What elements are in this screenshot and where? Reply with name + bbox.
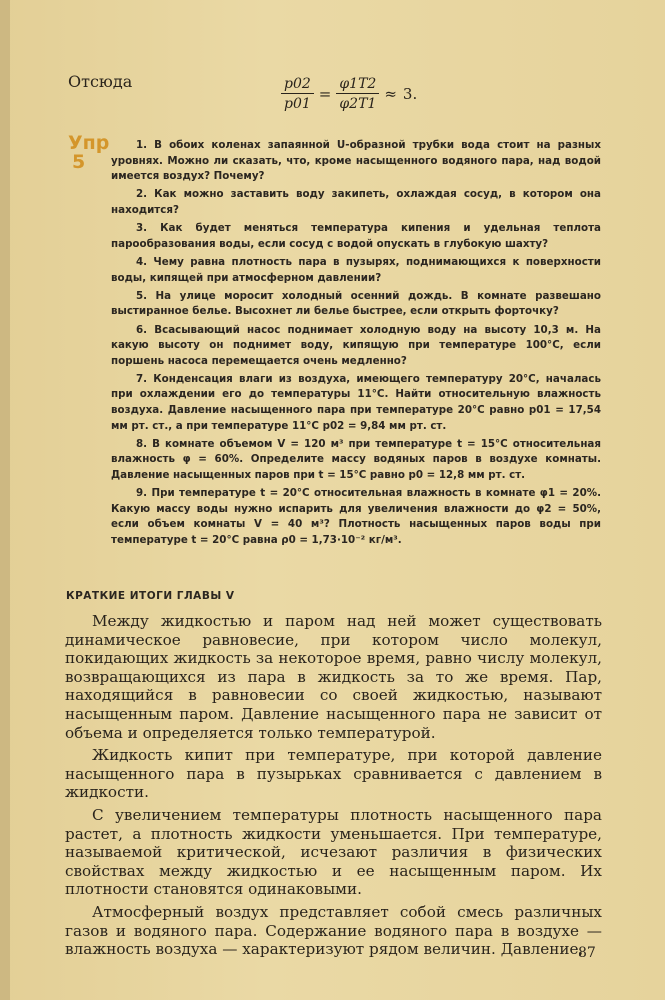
summary-paragraph: С увеличением температуры плотность насыщенного пара растет, а плотность жидкости уменьшается. При температуре, называемой критической, исчезают различия в физических свойствах между жидкостью и ее насыщенным паром. Их плотности становятся одинаковыми. [65,805,602,899]
summary-paragraph: Между жидкостью и паром над ней может существовать динамическое равновесие, при котором число молекул, покидающих жидкость за некоторое время, равно числу молекул, возвращающихся из пара в жидкость за то же время. Пар, находящийся в равновесии со своей жидкостью, называют насыщенным паром. Давление насыщенного пара не зависит от объема и определяется только температурой. [65,612,602,742]
pressure-fraction [281,76,314,112]
exercise-item: 7. Конденсация влаги из воздуха, имеющего температуру 20°С, началась при охлаждении его до температуры 11°С. Найти относительную влажность воздуха. Давление насыщенного пара при температуре 20°С равно p01 = 17,54 мм рт. ст., а при температуре 11°С p02 = 9,84 мм рт. ст. [111,372,601,432]
exercise-label-number: 5 [72,151,86,173]
intro-word: Отсюда [68,72,133,91]
exercise-item: 1. В обоих коленах запаянной U-образной трубки вода стоит на разных уровнях. Можно ли сказать, что, кроме насыщенного водяного пара, над водой имеется воздух? Почему? [111,139,601,183]
exercise-item: 9. При температуре t = 20°С относительная влажность в комнате φ1 = 20%. Какую массу воды нужно испарить для увеличения влажности до φ2 = 50%, если объем комнаты V = 40 м³? Плотность насыщенных паров воды при температуре t = 20°С равна ρ0 = 1,73·10⁻² кг/м³. [111,487,601,546]
exercise-item: 6. Всасывающий насос поднимает холодную воду на высоту 10,3 м. На какую высоту он поднимет воду, кипящую при температуре 100°С, если поршень насоса перемещается очень медленно? [111,323,601,367]
page-edge [0,0,10,1000]
equals-sign: = [318,85,332,103]
page-number: 87 [578,945,596,961]
exercise-label [68,134,110,172]
formula-result: 3. [402,85,418,103]
fraction-denominator: φ2T1 [339,96,377,112]
humidity-fraction [336,76,379,112]
exercise-item: 8. В комнате объемом V = 120 м³ при температуре t = 15°С относительная влажность φ = 60%. Определите массу водяных паров в воздухе комнаты. Давление насыщенных паров при t = 15°С равно p0 = 12,8 мм рт. ст. [111,437,601,482]
exercise-label-word: Упр [68,132,110,154]
exercise-list [111,138,601,551]
exercise-item: 5. На улице моросит холодный осенний дождь. В комнате развешано выстиранное белье. Высохнет ли белье быстрее, если открыть форточку? [111,289,601,318]
exercise-item: 2. Как можно заставить воду закипеть, охлаждая сосуд, в котором она находится? [111,188,601,216]
chapter-summary [65,612,602,963]
summary-paragraph: Атмосферный воздух представляет собой смесь различных газов и водяного пара. Содержание водяного пара в воздухе — влажность воздуха — характеризуют рядом величин. Давление, [65,902,602,959]
approx-sign: ≈ [384,85,397,103]
fraction-numerator: φ1T2 [336,76,379,94]
exercise-item: 3. Как будет меняться температура кипения и удельная теплота парообразования воды, если сосуд с водой опускать в глубокую шахту? [111,222,601,250]
summary-paragraph: Жидкость кипит при температуре, при которой давление насыщенного пара в пузырьках сравнивается с давлением в жидкости. [65,746,602,802]
ratio-formula [279,76,420,112]
fraction-numerator: p02 [281,76,314,94]
fraction-denominator: p01 [284,96,311,112]
section-heading: КРАТКИЕ ИТОГИ ГЛАВЫ V [66,590,235,602]
exercise-item: 4. Чему равна плотность пара в пузырях, поднимающихся к поверхности воды, кипящей при атмосферном давлении? [111,255,601,284]
